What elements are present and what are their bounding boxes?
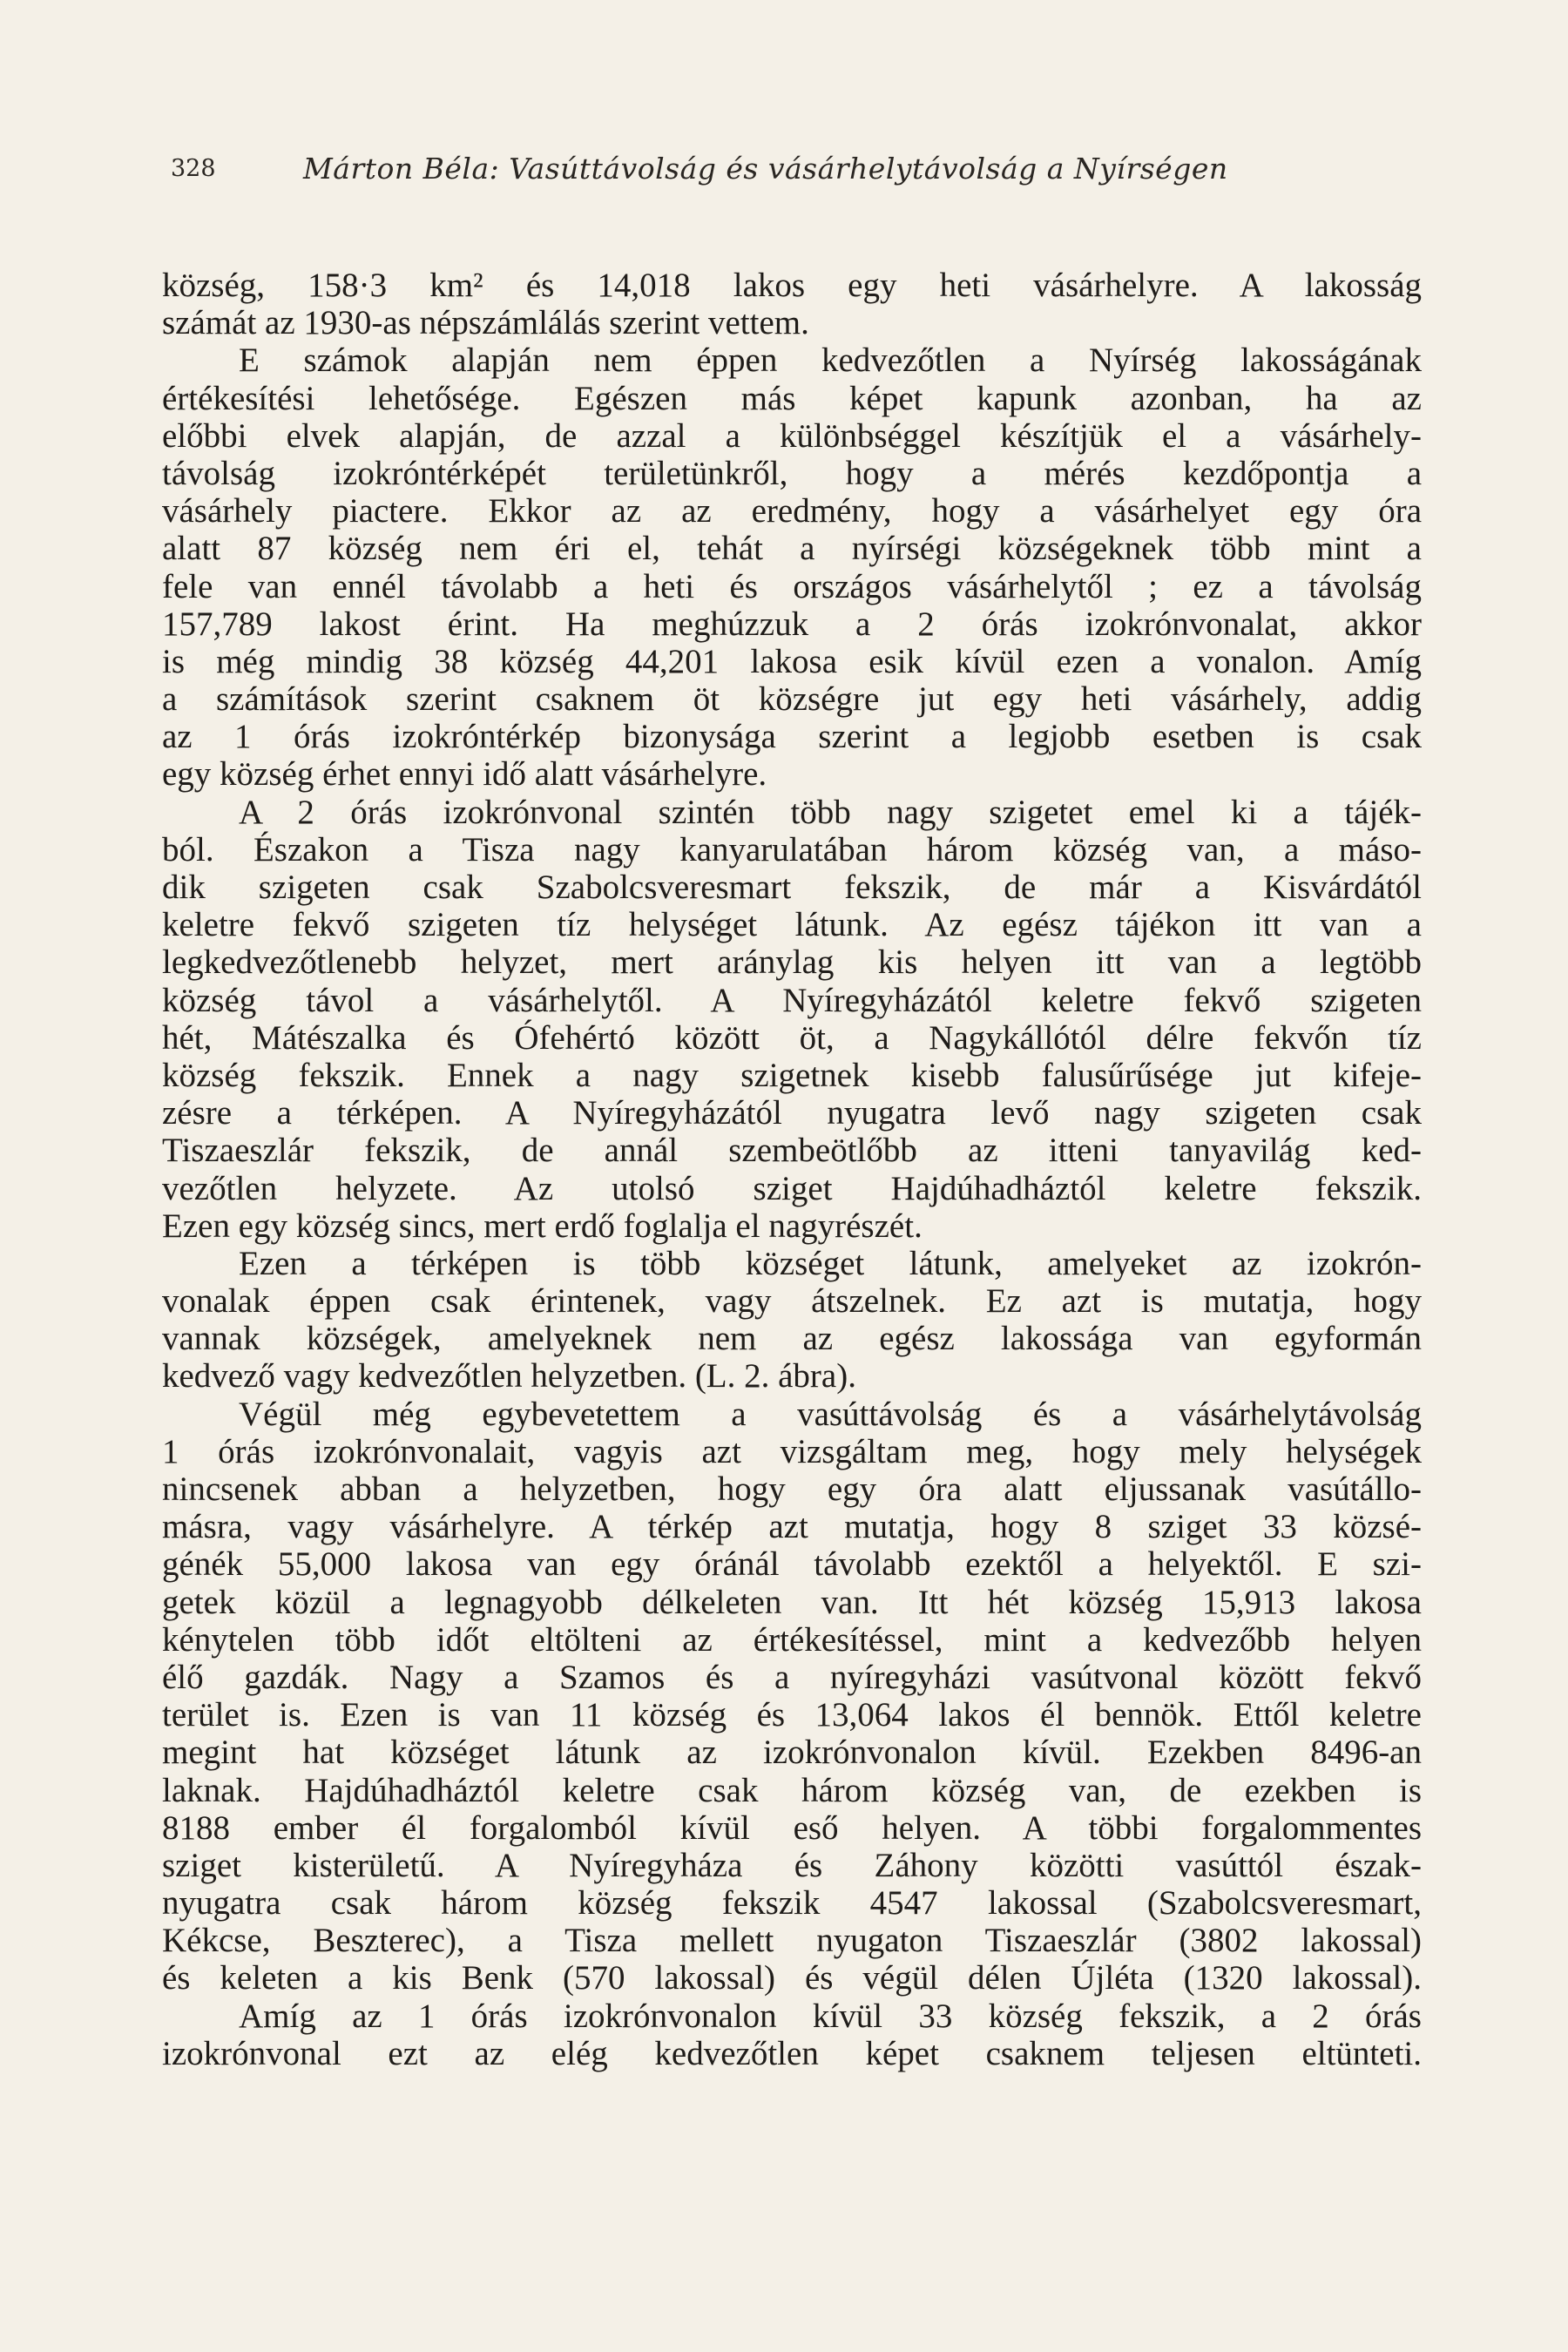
text-line: nincsenek abban a helyzetben, hogy egy óra alatt eljussanak vasútállo- bbox=[162, 1470, 1422, 1508]
text-line: laknak. Hajdúhadháztól keletre csak három község van, de ezekben is bbox=[162, 1771, 1422, 1809]
text-line: község, 158·3 km² és 14,018 lakos egy heti vásárhelyre. A lakosság bbox=[162, 267, 1422, 304]
text-line: megint hat községet látunk az izokrónvonalon kívül. Ezekben 8496-an bbox=[162, 1734, 1422, 1772]
text-line: nyugatra csak három község fekszik 4547 lakossal (Szabolcsveresmart, bbox=[162, 1884, 1422, 1923]
text-line: vannak községek, amelyeknek nem az egész lakossága van egyformán bbox=[162, 1320, 1422, 1358]
text-line: ból. Északon a Tisza nagy kanyarulatában három község van, a máso- bbox=[162, 830, 1422, 868]
text-line: Ezen a térképen is több községet látunk, amelyeket az izokrón- bbox=[239, 1244, 1422, 1282]
text-line: község távol a vásárhelytől. A Nyíregyházától keletre fekvő szigeten bbox=[162, 981, 1422, 1019]
text-line: E számok alapján nem éppen kedvezőtlen a Nyírség lakosságának bbox=[239, 341, 1422, 380]
text-line: a számítások szerint csaknem öt községre jut egy heti vásárhely, addig bbox=[162, 680, 1422, 719]
text-line: 8188 ember él forgalomból kívül eső helyen. A többi forgalommentes bbox=[162, 1808, 1422, 1847]
text-line: zésre a térképen. A Nyíregyházától nyugatra levő nagy szigeten csak bbox=[162, 1094, 1422, 1132]
text-line: másra, vagy vásárhelyre. A térkép azt mutatja, hogy 8 sziget 33 közsé- bbox=[162, 1508, 1422, 1546]
text-line: dik szigeten csak Szabolcsveresmart fekszik, de már a Kisvárdától bbox=[162, 868, 1422, 906]
page-number: 328 bbox=[171, 155, 216, 182]
text-line: Kékcse, Beszterec), a Tisza mellett nyugaton Tiszaeszlár (3802 lakossal) bbox=[162, 1922, 1422, 1960]
text-line: vásárhely piactere. Ekkor az az eredmény, hogy a vásárhelyet egy óra bbox=[162, 492, 1422, 531]
text-line: alatt 87 község nem éri el, tehát a nyírségi községeknek több mint a bbox=[162, 530, 1422, 568]
text-line: távolság izokróntérképét területünkről, hogy a mérés kezdőpontja a bbox=[162, 454, 1422, 492]
page-header bbox=[171, 150, 1416, 193]
text-line: Tiszaeszlár fekszik, de annál szembeötlőbb az itteni tanyavilág ked- bbox=[162, 1132, 1422, 1170]
text-line: hét, Mátészalka és Ófehértó között öt, a Nagykállótól délre fekvőn tíz bbox=[162, 1018, 1422, 1057]
text-line: az 1 órás izokróntérkép bizonysága szerint a legjobb esetben is csak bbox=[162, 718, 1422, 756]
text-line: előbbi elvek alapján, de azzal a különbséggel készítjük el a vásárhely- bbox=[162, 416, 1422, 455]
text-line: A 2 órás izokrónvonal szintén több nagy szigetet emel ki a tájék- bbox=[239, 793, 1422, 831]
text-line: kedvező vagy kedvezőtlen helyzetben. (L. 2. ábra). bbox=[162, 1357, 856, 1396]
text-line: Végül még egybevetettem a vasúttávolság és a vásárhelytávolság bbox=[239, 1395, 1422, 1433]
text-line: és keleten a kis Benk (570 lakossal) és végül délen Újléta (1320 lakossal). bbox=[162, 1959, 1422, 1997]
text-line: Ezen egy község sincs, mert erdő foglalja el nagyrészét. bbox=[162, 1206, 923, 1245]
text-line: vonalak éppen csak érintenek, vagy átszelnek. Ez azt is mutatja, hogy bbox=[162, 1282, 1422, 1321]
text-line: sziget kisterületű. A Nyíregyháza és Záhony közötti vasúttól észak- bbox=[162, 1846, 1422, 1884]
text-line: génék 55,000 lakosa van egy óránál távolabb ezektől a helyektől. E szi- bbox=[162, 1545, 1422, 1584]
text-line: kénytelen több időt eltölteni az értékesítéssel, mint a kedvezőbb helyen bbox=[162, 1620, 1422, 1659]
text-line: legkedvezőtlenebb helyzet, mert aránylag kis helyen itt van a legtöbb bbox=[162, 943, 1422, 982]
text-line: 157,789 lakost érint. Ha meghúzzuk a 2 órás izokrónvonalat, akkor bbox=[162, 605, 1422, 643]
text-line: község fekszik. Ennek a nagy szigetnek kisebb falusűrűsége jut kifeje- bbox=[162, 1056, 1422, 1094]
running-title: Márton Béla: Vasúttávolság és vásárhelytávolság a Nyírségen bbox=[303, 152, 1228, 186]
text-line: getek közül a legnagyobb délkeleten van. Itt hét község 15,913 lakosa bbox=[162, 1583, 1422, 1621]
text-line: 1 órás izokrónvonalait, vagyis azt vizsgáltam meg, hogy mely helységek bbox=[162, 1432, 1422, 1470]
body-text bbox=[162, 267, 1422, 2072]
text-line: is még mindig 38 község 44,201 lakosa esik kívül ezen a vonalon. Amíg bbox=[162, 642, 1422, 680]
text-line: vezőtlen helyzete. Az utolsó sziget Hajdúhadháztól keletre fekszik. bbox=[162, 1169, 1422, 1207]
text-line: keletre fekvő szigeten tíz helységet látunk. Az egész tájékon itt van a bbox=[162, 906, 1422, 944]
text-line: fele van ennél távolabb a heti és országos vásárhelytől ; ez a távolság bbox=[162, 567, 1422, 605]
text-line: egy község érhet ennyi idő alatt vásárhelyre. bbox=[162, 755, 767, 794]
text-line: Amíg az 1 órás izokrónvonalon kívül 33 község fekszik, a 2 órás bbox=[239, 1997, 1422, 2035]
text-line: terület is. Ezen is van 11 község és 13,064 lakos él bennök. Ettől keletre bbox=[162, 1696, 1422, 1734]
text-line: számát az 1930-as népszámlálás szerint vettem. bbox=[162, 304, 809, 342]
text-line: értékesítési lehetősége. Egészen más képet kapunk azonban, ha az bbox=[162, 379, 1422, 417]
text-line: izokrónvonal ezt az elég kedvezőtlen képet csaknem teljesen eltünteti. bbox=[162, 2034, 1422, 2072]
text-line: élő gazdák. Nagy a Szamos és a nyíregyházi vasútvonal között fekvő bbox=[162, 1658, 1422, 1696]
